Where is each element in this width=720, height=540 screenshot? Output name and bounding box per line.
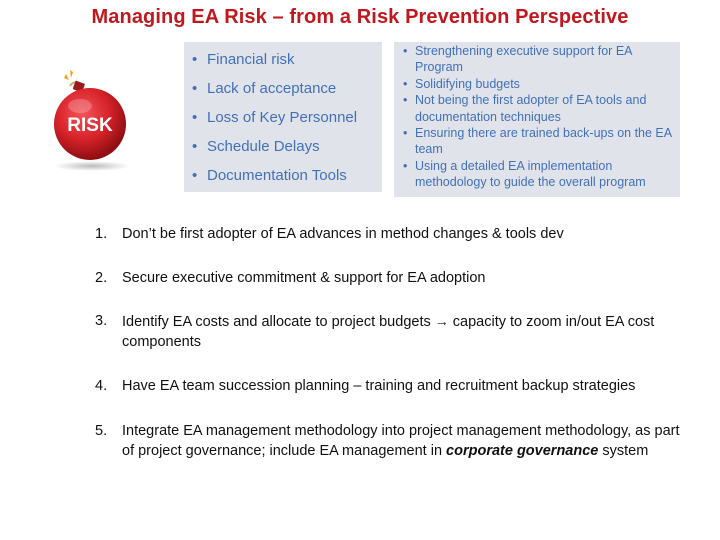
step-number: 1. <box>95 226 108 242</box>
mitigation-item: • Solidifying budgets <box>394 76 680 92</box>
risk-bomb-icon <box>40 66 140 176</box>
step-number: 3. <box>95 313 108 329</box>
step-item <box>95 311 685 352</box>
mitigations-panel <box>394 42 680 197</box>
step-item <box>95 224 685 244</box>
step-text: Secure executive commitment & support for EA adoption <box>122 270 486 286</box>
risk-item: • Schedule Delays <box>184 132 382 161</box>
risk-item: • Lack of acceptance <box>184 74 382 103</box>
mitigation-item: • Not being the first adopter of EA tools and documentation techniques <box>394 92 680 125</box>
risk-label: RISK <box>67 115 113 136</box>
step-number: 5. <box>95 423 108 439</box>
risks-panel <box>184 42 382 192</box>
step-number: 4. <box>95 378 108 394</box>
step-item <box>95 268 685 288</box>
mitigation-item: • Strengthening executive support for EA Program <box>394 43 680 76</box>
action-steps-list <box>95 224 685 461</box>
step-text: Integrate EA management methodology into project management methodology, as part of project governance; include EA management in <box>122 423 680 459</box>
step-text-continued: capacity to zoom in/out EA cost components <box>122 314 655 350</box>
slide-title: Managing EA Risk – from a Risk Prevention Perspective <box>91 6 629 28</box>
risk-item: • Documentation Tools <box>184 161 382 190</box>
step-text: Don’t be first adopter of EA advances in method changes & tools dev <box>122 226 564 242</box>
risk-item: • Loss of Key Personnel <box>184 103 382 132</box>
emphasis-text: corporate governance <box>446 443 599 459</box>
arrow-right-icon: → <box>434 313 449 329</box>
step-number: 2. <box>95 270 108 286</box>
step-text-continued: system <box>602 443 649 459</box>
mitigation-item: • Using a detailed EA implementation methodology to guide the overall program <box>394 158 680 191</box>
step-text: Identify EA costs and allocate to project budgets <box>122 314 431 330</box>
step-text: Have EA team succession planning – training and recruitment backup strategies <box>122 378 636 394</box>
risk-item: • Financial risk <box>184 45 382 74</box>
mitigation-item: • Ensuring there are trained back-ups on the EA team <box>394 125 680 158</box>
step-item <box>95 421 685 461</box>
step-item <box>95 376 685 396</box>
